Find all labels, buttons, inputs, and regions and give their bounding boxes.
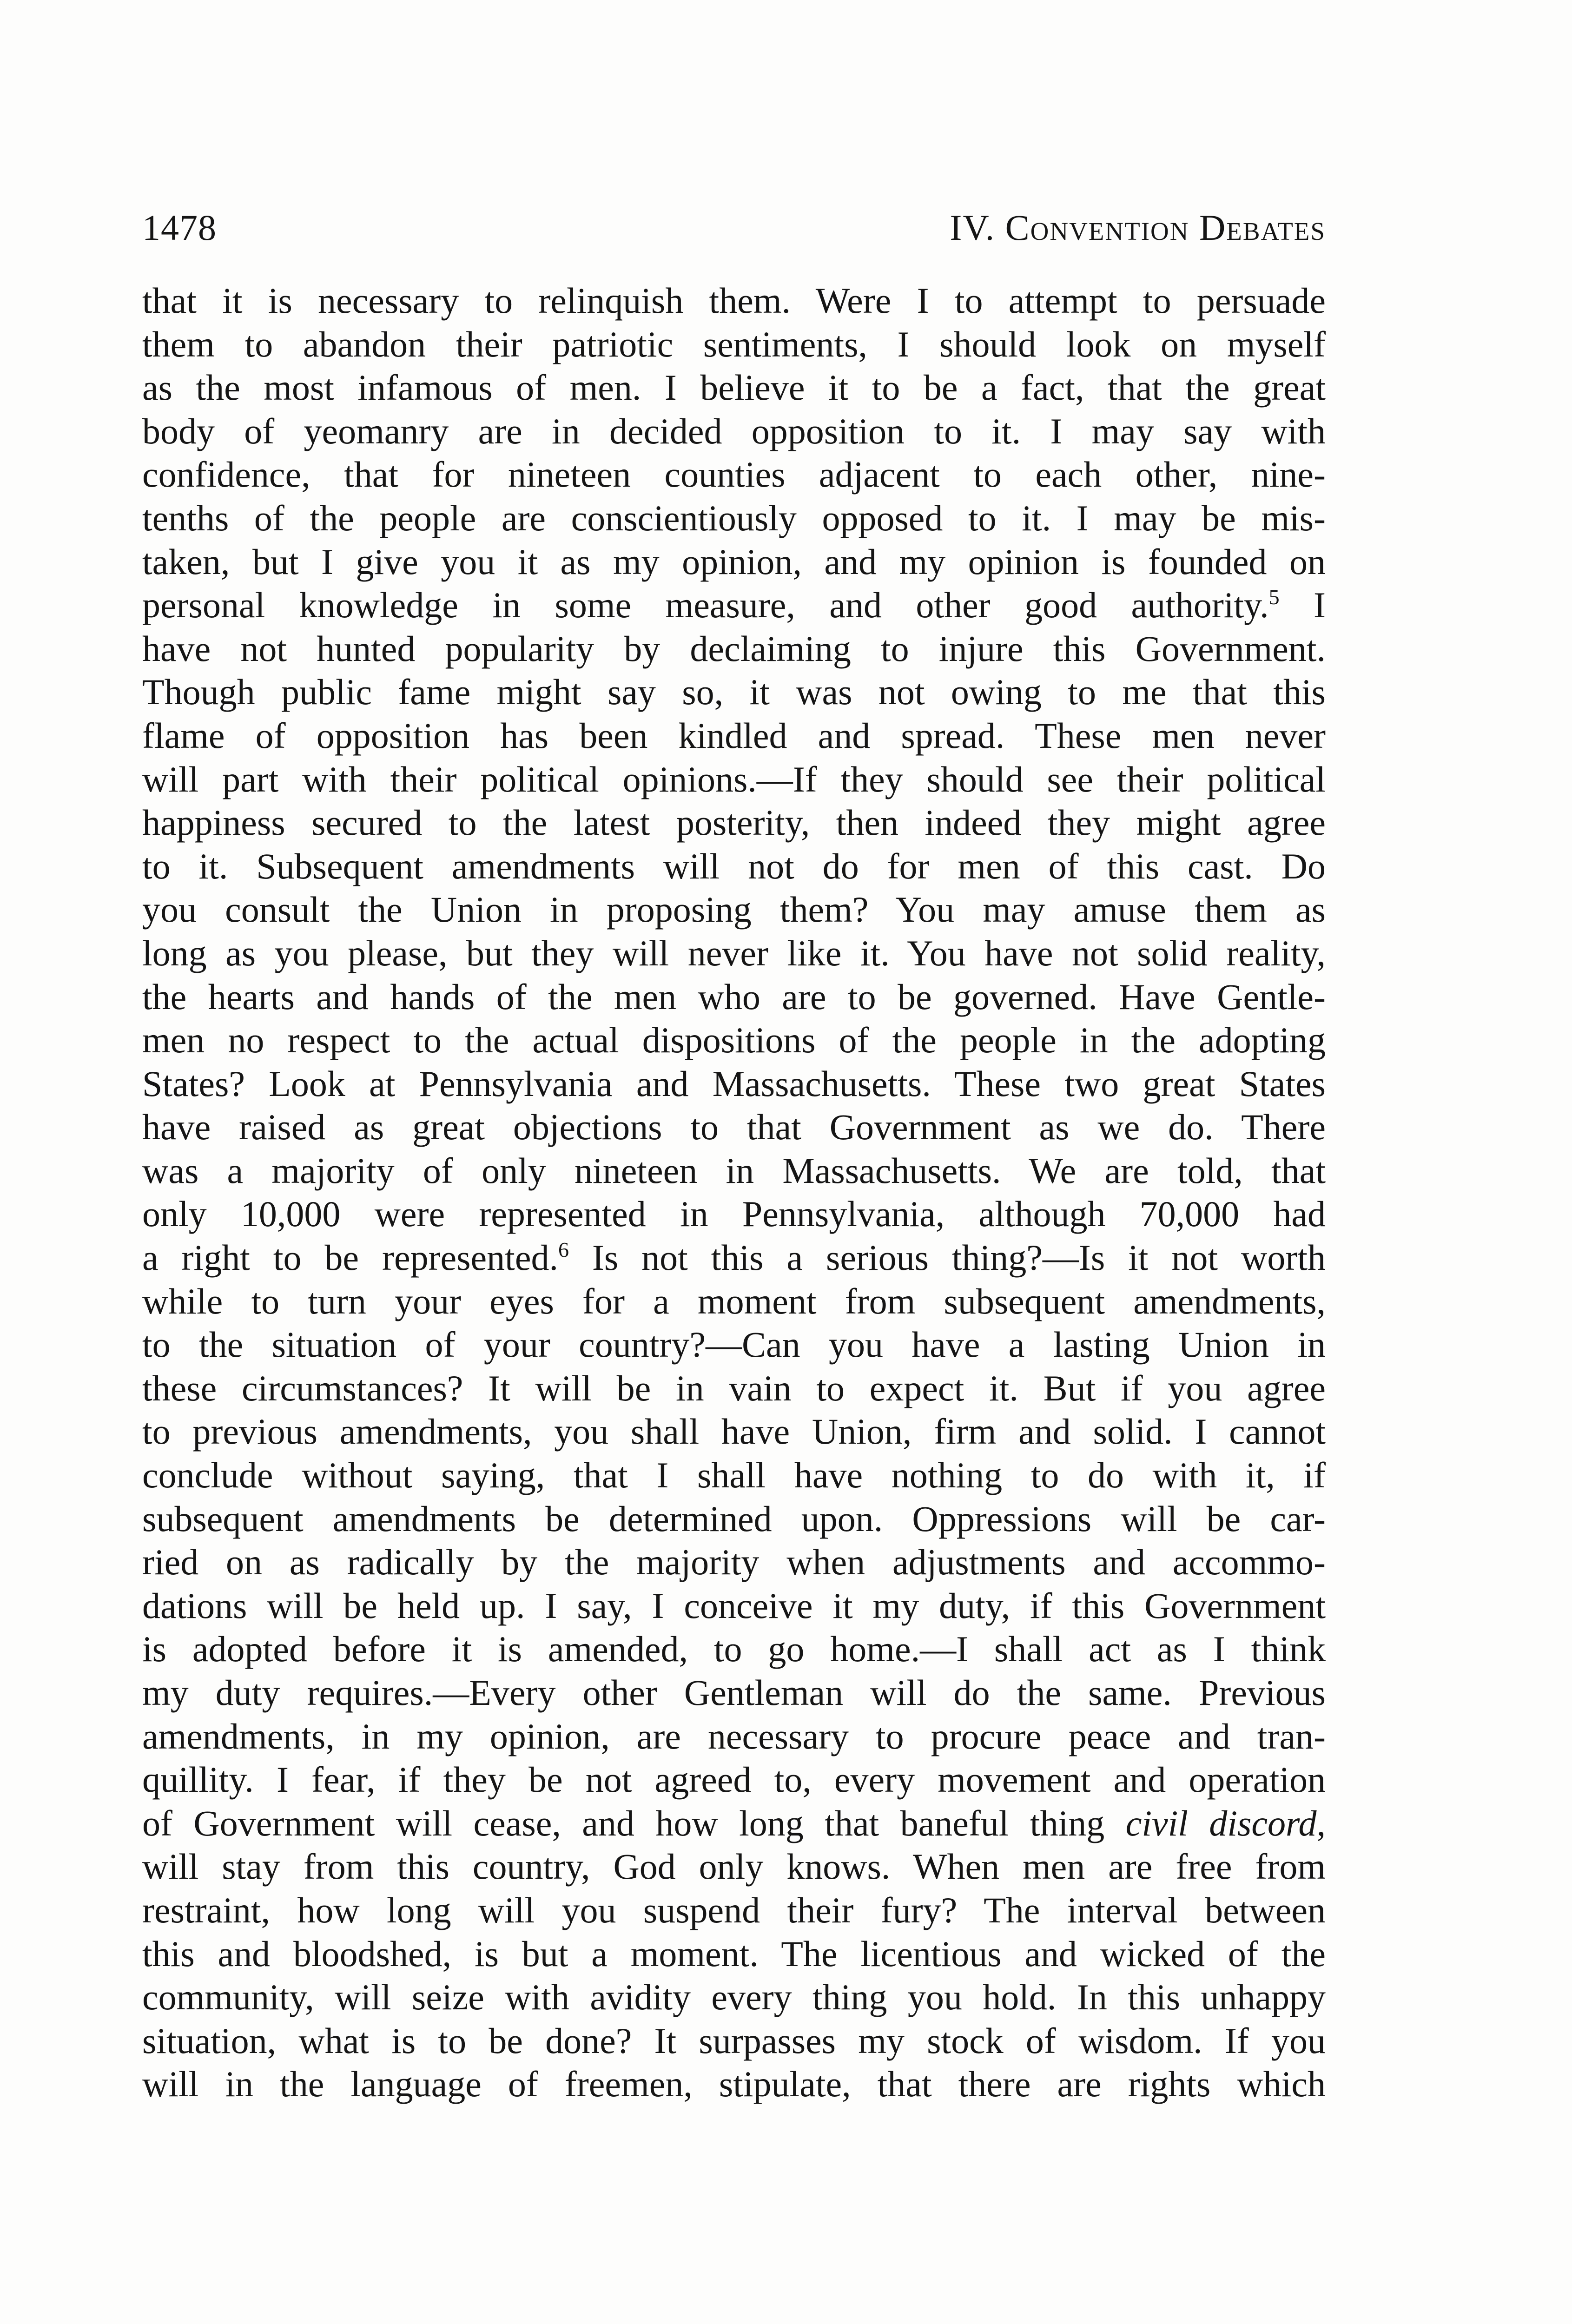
text-line: amendments, in my opinion, are necessary to procure peace and tran- — [142, 1716, 1326, 1756]
text-line: as the most infamous of men. I believe it to be a fact, that the great — [142, 367, 1326, 408]
text-line: will in the language of freemen, stipulate, that there are rights which — [142, 2064, 1326, 2105]
body-text — [142, 279, 1326, 2106]
text-line: dations will be held up. I say, I conceive it my duty, if this Government — [142, 1585, 1326, 1626]
text-line: happiness secured to the latest posterity, then indeed they might agree — [142, 802, 1326, 843]
text-line: long as you please, but they will never like it. You have not solid reality, — [142, 932, 1326, 973]
text-line: them to abandon their patriotic sentiments, I should look on myself — [142, 324, 1326, 364]
text-line: quillity. I fear, if they be not agreed to, every movement and operation — [142, 1759, 1326, 1800]
text-line: Though public fame might say so, it was not owing to me that this — [142, 672, 1326, 713]
running-head — [142, 207, 1326, 249]
text-line-with-italic — [142, 1802, 1326, 1845]
page-number: 1478 — [142, 207, 217, 248]
text-line: States? Look at Pennsylvania and Massachusetts. These two great States — [142, 1063, 1326, 1104]
text-segment: a right to be represented. — [142, 1237, 558, 1278]
text-line: only 10,000 were represented in Pennsylvania, although 70,000 had — [142, 1194, 1326, 1235]
text-line: tenths of the people are conscientiously opposed to it. I may be mis- — [142, 497, 1326, 538]
text-line: body of yeomanry are in decided opposition to it. I may say with — [142, 410, 1326, 451]
text-line: is adopted before it is amended, to go home.—I shall act as I think — [142, 1629, 1326, 1670]
text-line: have not hunted popularity by declaiming to injure this Government. — [142, 628, 1326, 669]
text-line: you consult the Union in proposing them? You may amuse them as — [142, 889, 1326, 930]
text-line: my duty requires.—Every other Gentleman will do the same. Previous — [142, 1672, 1326, 1713]
text-line: subsequent amendments be determined upon. Oppressions will be car- — [142, 1498, 1326, 1539]
text-segment: I — [1279, 585, 1326, 626]
text-segment: Is not this a serious thing?—Is it not worth — [568, 1237, 1326, 1278]
text-line: the hearts and hands of the men who are to be governed. Have Gentle- — [142, 976, 1326, 1017]
text-line: restraint, how long will you suspend their fury? The interval between — [142, 1889, 1326, 1930]
text-line-with-footnote — [142, 1236, 1326, 1280]
text-line: while to turn your eyes for a moment from subsequent amendments, — [142, 1281, 1326, 1321]
text-line: have raised as great objections to that Government as we do. There — [142, 1107, 1326, 1148]
text-line-with-footnote — [142, 583, 1326, 627]
text-segment: of Government will cease, and how long that baneful thing — [142, 1802, 1105, 1843]
text-line: will part with their political opinions.—If they should see their political — [142, 759, 1326, 799]
text-line: ried on as radically by the majority when adjustments and accommo- — [142, 1542, 1326, 1583]
text-line: flame of opposition has been kindled and spread. These men never — [142, 715, 1326, 756]
text-line: to previous amendments, you shall have Union, firm and solid. I cannot — [142, 1411, 1326, 1452]
text-line: taken, but I give you it as my opinion, and my opinion is founded on — [142, 541, 1326, 582]
italic-phrase: civil discord, — [1125, 1802, 1326, 1843]
text-line: confidence, that for nineteen counties adjacent to each other, nine- — [142, 454, 1326, 495]
text-line: to it. Subsequent amendments will not do for men of this cast. Do — [142, 845, 1326, 886]
text-line: that it is necessary to relinquish them. Were I to attempt to persuade — [142, 280, 1326, 321]
section-title: IV. Convention Debates — [950, 207, 1326, 248]
text-line: to the situation of your country?—Can you have a lasting Union in — [142, 1324, 1326, 1365]
footnote-marker: 6 — [558, 1238, 569, 1262]
text-line: was a majority of only nineteen in Massachusetts. We are told, that — [142, 1150, 1326, 1191]
text-line: this and bloodshed, is but a moment. The licentious and wicked of the — [142, 1933, 1326, 1974]
text-line: situation, what is to be done? It surpasses my stock of wisdom. If you — [142, 2020, 1326, 2061]
text-line: will stay from this country, God only knows. When men are free from — [142, 1846, 1326, 1887]
footnote-marker: 5 — [1268, 585, 1280, 609]
text-line: community, will seize with avidity every thing you hold. In this unhappy — [142, 1977, 1326, 2018]
text-line: conclude without saying, that I shall have nothing to do with it, if — [142, 1455, 1326, 1496]
text-line: these circumstances? It will be in vain to expect it. But if you agree — [142, 1367, 1326, 1408]
text-line: men no respect to the actual dispositions of the people in the adopting — [142, 1020, 1326, 1061]
text-segment: personal knowledge in some measure, and other good authority. — [142, 585, 1269, 626]
